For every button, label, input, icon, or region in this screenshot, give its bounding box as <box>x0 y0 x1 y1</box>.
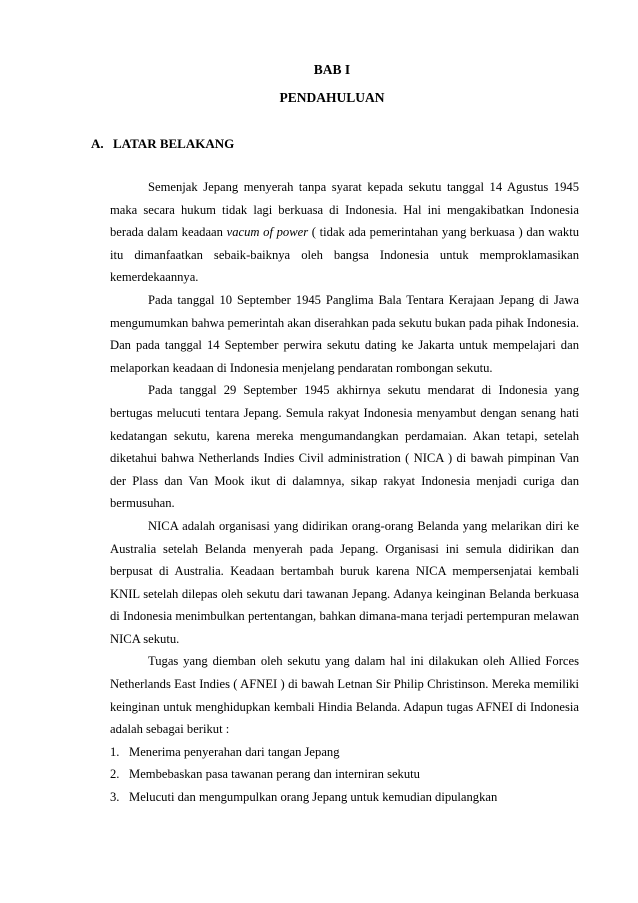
paragraph-5: Tugas yang diemban oleh sekutu yang dalam hal ini dilakukan oleh Allied Forces Netherlands East Indies ( AFNEI ) di bawah Letnan Sir Philip Christinson. Mereka memiliki keinginan untuk menghidupkan kembali Hindia Belanda. Adapun tugas AFNEI di Indonesia adalah sebagai berikut : <box>110 654 579 737</box>
section-heading <box>91 136 234 152</box>
body-text <box>110 176 579 809</box>
list-text: Melucuti dan mengumpulkan orang Jepang untuk kemudian dipulangkan <box>129 790 498 805</box>
list-item <box>110 786 579 809</box>
paragraph-4: NICA adalah organisasi yang didirikan orang-orang Belanda yang melarikan diri ke Australia setelah Belanda menyerah pada Jepang. Organisasi ini semula didirikan dan berpusat di Australia. Keadaan bertambah buruk karena NICA mempersenjatai kembali KNIL setelah dilepas oleh sekutu dari tawanan Jepang. Adanya keinginan Belanda berkuasa di Indonesia menimbulkan pertentangan, bahkan dimana-mana terjadi pertempuran melawan NICA sekutu. <box>110 518 579 646</box>
paragraph-1-before: Semenjak Jepang menyerah tanpa syarat kepada sekutu tanggal 14 Agustus 1945 maka secara hukum tidak lagi berkuasa di Indonesia. Hal ini mengakibatkan Indonesia berada dalam keadaan <box>110 180 579 240</box>
italic-term: vacum of power <box>226 225 309 240</box>
chapter-title: PENDAHULUAN <box>279 90 385 105</box>
section-letter: A. <box>91 136 104 151</box>
numbered-list <box>110 741 579 809</box>
chapter-number: BAB I <box>313 62 351 77</box>
section-title: LATAR BELAKANG <box>113 136 235 151</box>
paragraph-1-after: ( tidak ada pemerintahan yang berkuasa ) dan waktu itu dimanfaatkan sebaik-baiknya oleh bangsa Indonesia untuk memproklamasikan kemerdekaannya. <box>110 225 579 285</box>
list-number: 1. <box>110 744 120 759</box>
list-number: 2. <box>110 767 120 782</box>
list-number: 3. <box>110 790 120 805</box>
list-text: Menerima penyerahan dari tangan Jepang <box>129 744 340 759</box>
list-item <box>110 763 579 786</box>
paragraph-3: Pada tanggal 29 September 1945 akhirnya sekutu mendarat di Indonesia yang bertugas melucuti tentara Jepang. Semula rakyat Indonesia menyambut dengan senang hati kedatangan sekutu, karena mereka mengumandangkan perdamaian. Akan tetapi, setelah diketahui bahwa Netherlands Indies Civil administration ( NICA ) di bawah pimpinan Van der Plass dan Van Mook ikut di dalamnya, sikap rakyat Indonesia menjadi curiga dan bermusuhan. <box>110 383 579 511</box>
list-item <box>110 741 579 764</box>
list-text: Membebaskan pasa tawanan perang dan interniran sekutu <box>129 767 420 782</box>
paragraph-1 <box>110 176 579 289</box>
paragraph-2: Pada tanggal 10 September 1945 Panglima Bala Tentara Kerajaan Jepang di Jawa mengumumkan bahwa pemerintah akan diserahkan pada sekutu bukan pada pihak Indonesia. Dan pada tanggal 14 September perwira sekutu dating ke Jakarta untuk mempelajari dan melaporkan keadaan di Indonesia menjelang pendaratan rombongan sekutu. <box>110 292 579 375</box>
